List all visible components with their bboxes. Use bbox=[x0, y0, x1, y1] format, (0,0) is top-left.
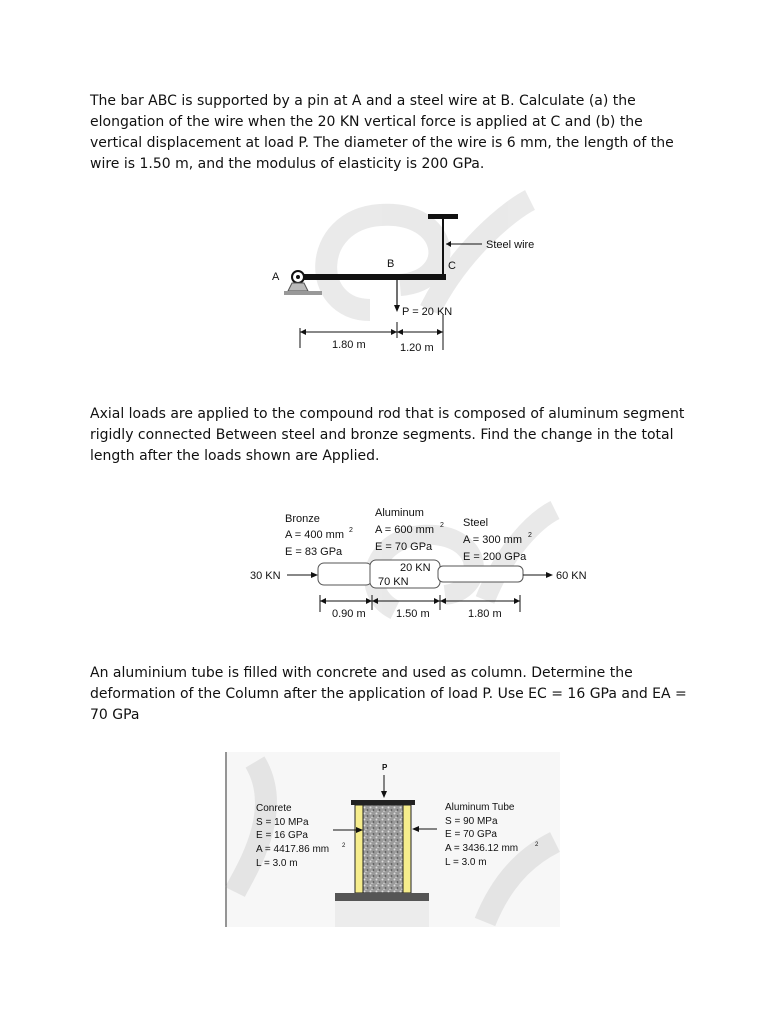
steel-modulus: E = 200 GPa bbox=[463, 551, 527, 563]
tube-name: Aluminum Tube bbox=[445, 802, 515, 813]
problem1-text: The bar ABC is supported by a pin at A and a steel wire at B. Calculate (a) the elongation of the wire when the 20 KN vertical force is applied at C and (b) the vertical displacement at load P. The diameter of the wire is 6 mm, the length of the wire is 1.50 m, and the modulus of elasticity is 200 GPa. bbox=[90, 93, 674, 172]
load-p-label: P bbox=[382, 763, 388, 772]
steel-area: A = 300 mm bbox=[463, 534, 523, 546]
concrete-modulus: E = 16 GPa bbox=[256, 830, 308, 841]
bar-abc bbox=[300, 274, 446, 280]
load-mid-20kn: 20 KN bbox=[400, 562, 431, 574]
tube-modulus: E = 70 GPa bbox=[445, 829, 497, 840]
cap-plate bbox=[351, 800, 415, 805]
load-mid-70kn: 70 KN bbox=[378, 576, 409, 588]
dim-1-80: 1.80 m bbox=[468, 608, 502, 620]
aluminum-modulus: E = 70 GPa bbox=[375, 541, 433, 553]
concrete-area: A = 4417.86 mm bbox=[256, 844, 330, 855]
figure2-compound-rod bbox=[245, 500, 595, 625]
dim-1-80: 1.80 m bbox=[332, 339, 366, 351]
tube-length: L = 3.0 m bbox=[445, 857, 487, 868]
svg-text:2: 2 bbox=[342, 843, 346, 849]
label-a: A bbox=[272, 271, 280, 283]
dim-0-90: 0.90 m bbox=[332, 608, 366, 620]
concrete-length: L = 3.0 m bbox=[256, 858, 298, 869]
label-b: B bbox=[387, 258, 395, 270]
ceiling-support bbox=[428, 214, 458, 219]
concrete-core bbox=[363, 805, 403, 893]
bronze-area: A = 400 mm bbox=[285, 529, 345, 541]
base-ground bbox=[335, 901, 429, 927]
svg-text:2: 2 bbox=[440, 522, 444, 529]
tube-wall-right bbox=[403, 805, 411, 893]
load-label: P = 20 KN bbox=[402, 306, 453, 318]
load-right: 60 KN bbox=[556, 570, 587, 582]
dim-1-50: 1.50 m bbox=[396, 608, 430, 620]
steel-segment bbox=[438, 566, 523, 582]
svg-text:2: 2 bbox=[528, 532, 532, 539]
tube-strength: S = 90 MPa bbox=[445, 816, 498, 827]
figure1-bar-abc bbox=[250, 190, 570, 360]
tube-area: A = 3436.12 mm bbox=[445, 843, 519, 854]
label-c: C bbox=[448, 260, 456, 272]
bronze-modulus: E = 83 GPa bbox=[285, 546, 343, 558]
aluminum-name: Aluminum bbox=[375, 507, 424, 519]
svg-text:2: 2 bbox=[535, 842, 539, 848]
base-plate bbox=[335, 893, 429, 901]
concrete-strength: S = 10 MPa bbox=[256, 817, 309, 828]
problem3-text: An aluminium tube is filled with concrete and used as column. Determine the deformation of the Column after the application of load P. Use EC = 16 GPa and EA = 70 GPa bbox=[90, 665, 687, 723]
steel-name: Steel bbox=[463, 517, 489, 529]
aluminum-area: A = 600 mm bbox=[375, 524, 435, 536]
load-left: 30 KN bbox=[250, 570, 281, 582]
tube-wall-left bbox=[355, 805, 363, 893]
pin-support bbox=[288, 283, 308, 291]
concrete-name: Conrete bbox=[256, 803, 292, 814]
figure3-concrete-column bbox=[225, 752, 560, 927]
bronze-segment bbox=[318, 563, 372, 585]
bronze-name: Bronze bbox=[285, 513, 320, 525]
svg-text:2: 2 bbox=[349, 527, 353, 534]
problem2-text: Axial loads are applied to the compound rod that is composed of aluminum segment rigidly connected Between steel and bronze segments. Find the change in the total length after the loads shown are Applied. bbox=[90, 406, 685, 464]
dim-1-20: 1.20 m bbox=[400, 342, 434, 354]
wire-label: Steel wire bbox=[486, 239, 535, 251]
